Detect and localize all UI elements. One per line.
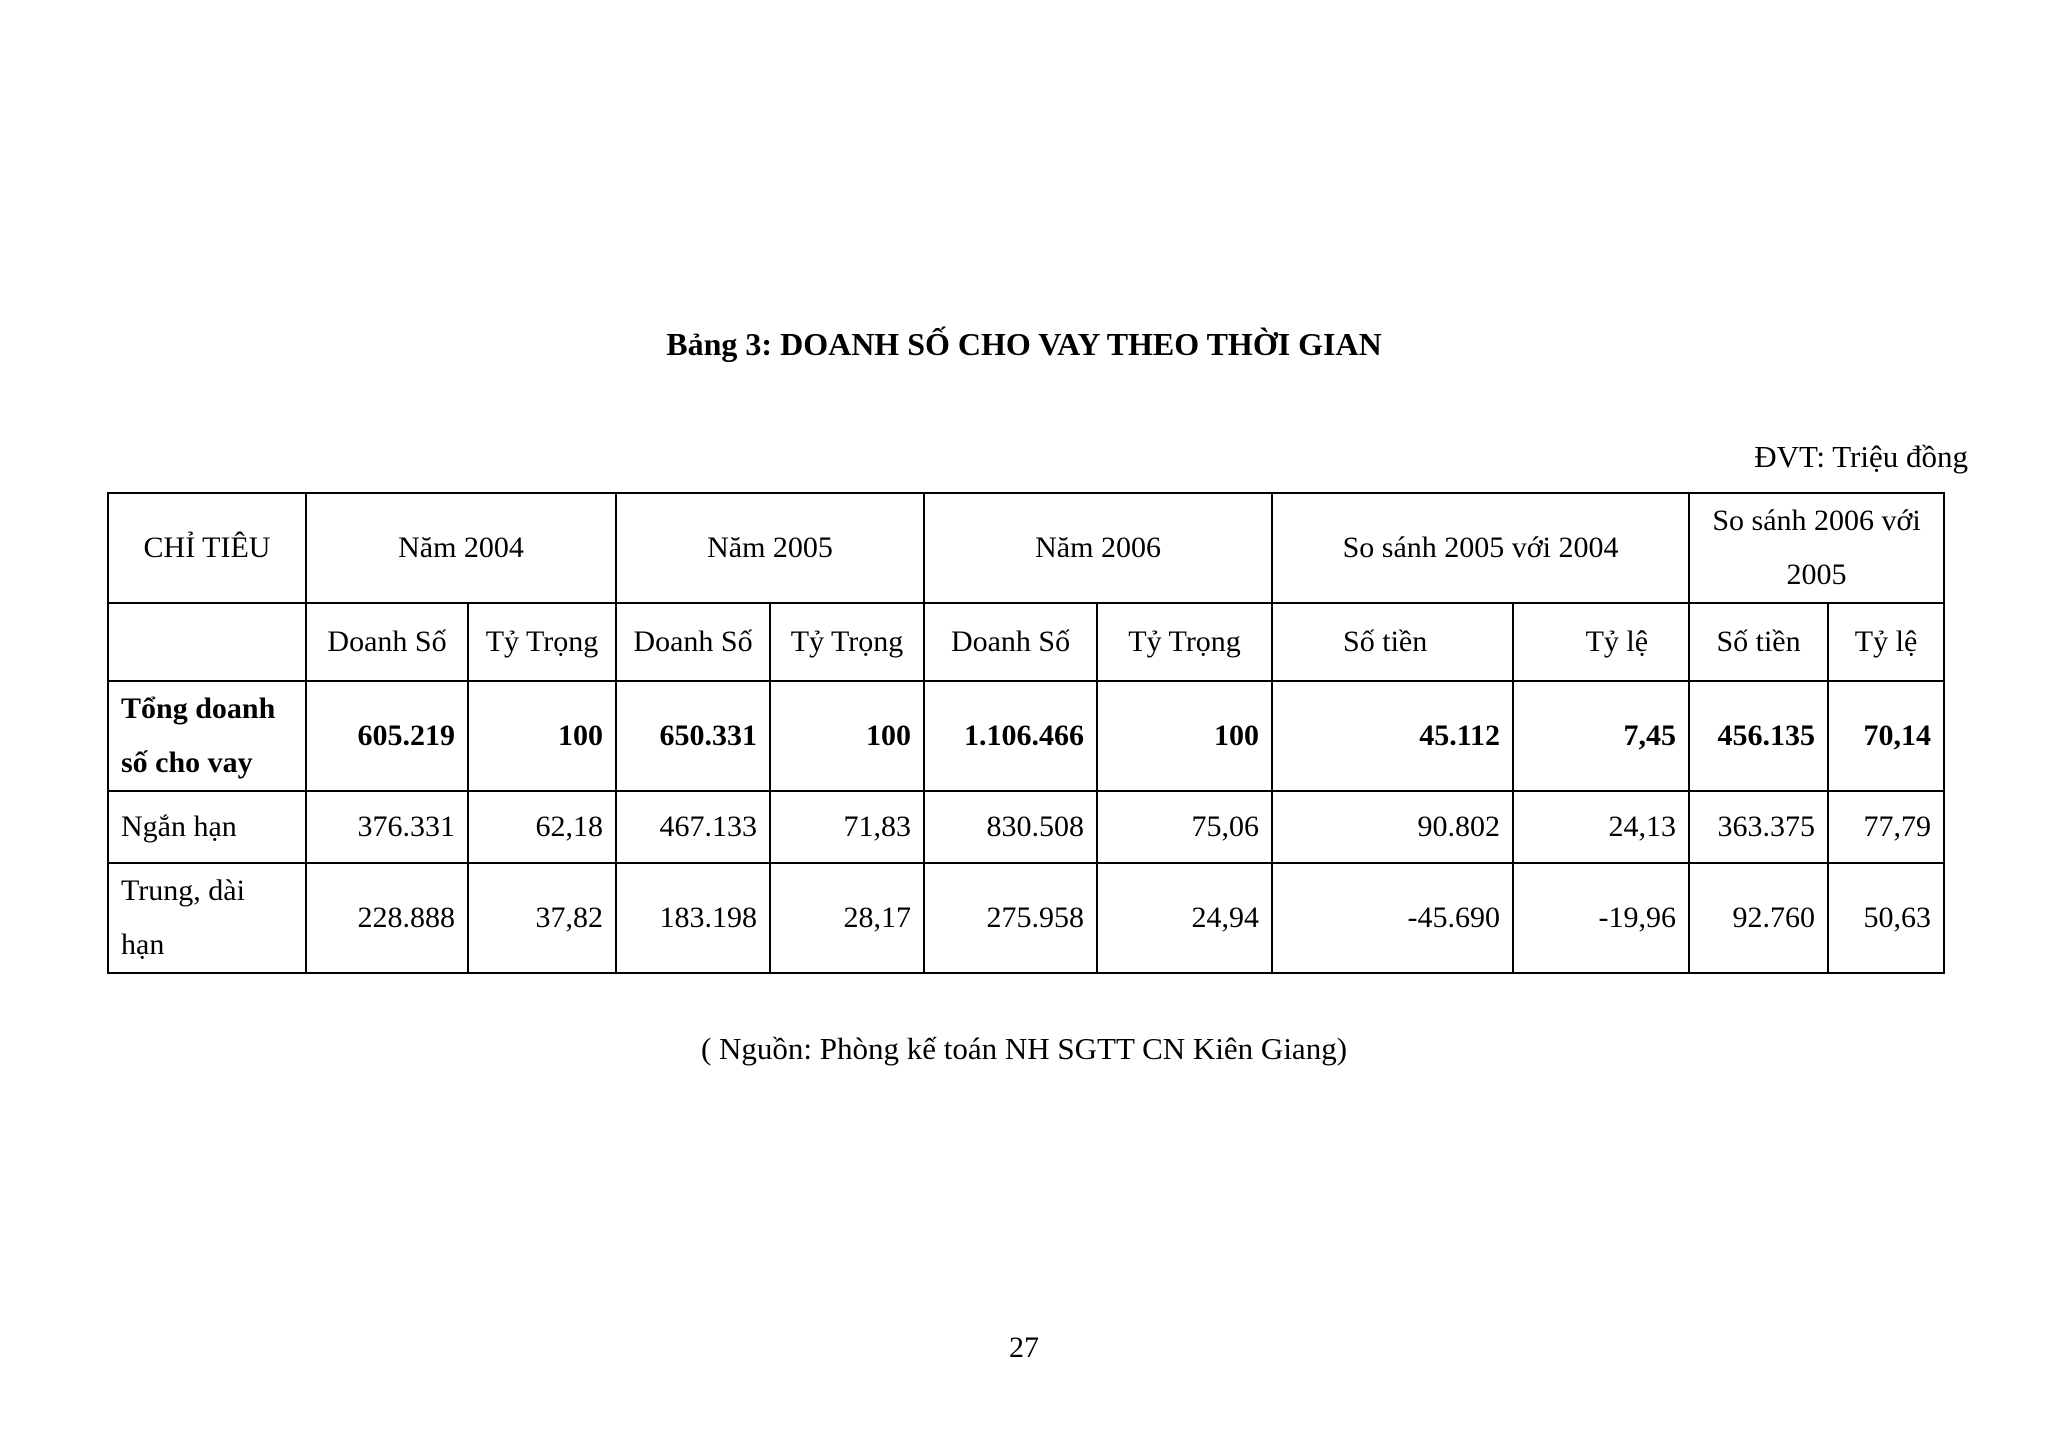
header-indicator: CHỈ TIÊU — [108, 493, 306, 603]
unit-label: ĐVT: Triệu đồng — [1754, 439, 1968, 474]
table-cell: 456.135 — [1689, 681, 1828, 791]
header-compare-2005-2004: So sánh 2005 với 2004 — [1272, 493, 1689, 603]
table-cell: 24,13 — [1513, 791, 1689, 863]
header-compare-2006-2005: So sánh 2006 với 2005 — [1689, 493, 1944, 603]
table-cell: 45.112 — [1272, 681, 1513, 791]
loan-turnover-table — [107, 492, 1945, 974]
table-cell: 275.958 — [924, 863, 1097, 973]
table-cell: 28,17 — [770, 863, 924, 973]
page-number: 27 — [1009, 1331, 1039, 1364]
sub-header-cell: Tỷ lệ — [1513, 603, 1689, 681]
table-cell: 77,79 — [1828, 791, 1944, 863]
sub-header-cell: Số tiền — [1689, 603, 1828, 681]
sub-header-cell: Số tiền — [1272, 603, 1513, 681]
table-row — [108, 681, 1944, 791]
sub-header-cell: Tỷ Trọng — [1097, 603, 1272, 681]
table-cell: 24,94 — [1097, 863, 1272, 973]
sub-header-cell: Tỷ lệ — [1828, 603, 1944, 681]
sub-header-cell: Doanh Số — [924, 603, 1097, 681]
table-cell: 90.802 — [1272, 791, 1513, 863]
table-cell: 71,83 — [770, 791, 924, 863]
table-cell: -19,96 — [1513, 863, 1689, 973]
row-label: Trung, dài hạn — [108, 863, 306, 973]
table-cell: 100 — [468, 681, 616, 791]
row-label: Ngắn hạn — [108, 791, 306, 863]
group-header-row — [108, 493, 1944, 603]
header-year-2005: Năm 2005 — [616, 493, 924, 603]
sub-header-empty — [108, 603, 306, 681]
table-row — [108, 863, 1944, 973]
table-row — [108, 791, 1944, 863]
table-cell: 62,18 — [468, 791, 616, 863]
table-cell: 75,06 — [1097, 791, 1272, 863]
table-cell: 50,63 — [1828, 863, 1944, 973]
table-cell: 7,45 — [1513, 681, 1689, 791]
table-cell: 650.331 — [616, 681, 770, 791]
sub-header-row — [108, 603, 1944, 681]
table-cell: 363.375 — [1689, 791, 1828, 863]
sub-header-cell: Doanh Số — [306, 603, 468, 681]
table-cell: -45.690 — [1272, 863, 1513, 973]
header-year-2006: Năm 2006 — [924, 493, 1272, 603]
table-cell: 100 — [1097, 681, 1272, 791]
table-cell: 605.219 — [306, 681, 468, 791]
header-year-2004: Năm 2004 — [306, 493, 616, 603]
sub-header-cell: Tỷ Trọng — [770, 603, 924, 681]
table-cell: 183.198 — [616, 863, 770, 973]
row-label: Tổng doanh số cho vay — [108, 681, 306, 791]
table-cell: 100 — [770, 681, 924, 791]
source-note: ( Nguồn: Phòng kế toán NH SGTT CN Kiên Giang) — [700, 1031, 1348, 1066]
table-cell: 467.133 — [616, 791, 770, 863]
table-cell: 830.508 — [924, 791, 1097, 863]
table-cell: 228.888 — [306, 863, 468, 973]
table-cell: 376.331 — [306, 791, 468, 863]
table-cell: 70,14 — [1828, 681, 1944, 791]
table-cell: 1.106.466 — [924, 681, 1097, 791]
table-title: Bảng 3: DOANH SỐ CHO VAY THEO THỜI GIAN — [666, 326, 1382, 362]
table-cell: 37,82 — [468, 863, 616, 973]
table-cell: 92.760 — [1689, 863, 1828, 973]
sub-header-cell: Tỷ Trọng — [468, 603, 616, 681]
sub-header-cell: Doanh Số — [616, 603, 770, 681]
